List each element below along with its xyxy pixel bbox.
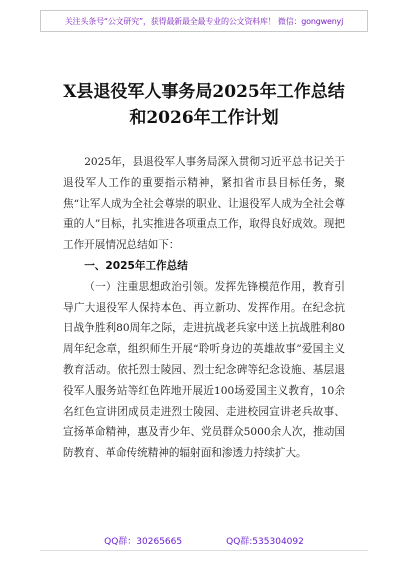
banner-text: 关注头条号“公文研究”，获得最新最全最专业的公文资料库！ 微信：gongwenyj (64, 16, 344, 26)
footer-divider (40, 550, 368, 551)
top-banner (40, 10, 368, 32)
document-body (63, 152, 345, 464)
title-line-1: X县退役军人事务局2025年工作总结 (63, 82, 345, 102)
section-paragraph: （一）注重思想政治引领。发挥先锋模范作用，教育引导广大退役军人保持本色、再立新功、发挥作用。在纪念抗日战争胜利80周年之际，走进抗战老兵家中送上抗战胜利80周年纪念章，组织师生开展“聆听身边的英雄故事”爱国主义教育活动。依托烈士陵园、烈士纪念碑等纪念设施、基层退役军人服务站等红色阵地开展近100场爱国主义教育，10余名红色宣讲团成员走进烈士陵园、走进校园宣讲老兵故事、宣扬革命精神，惠及青少年、党员群众5000余人次，推动国防教育、革命传统精神的辐射面和渗透力持续扩大。 (63, 280, 345, 460)
document-title (40, 79, 368, 131)
footer-qq-group-1: QQ群：30265665 (104, 537, 183, 547)
footer-qq-group-2: QQ群:535304092 (226, 537, 304, 547)
intro-paragraph: 2025年，县退役军人事务局深入贯彻习近平总书记关于退役军人工作的重要指示精神，紧扣省市县目标任务，聚焦“让军人成为全社会尊崇的职业、让退役军人成为全社会尊重的人”目标，扎实推进各项重点工作，取得良好成效。现把工作开展情况总结如下： (63, 156, 345, 252)
footer (40, 534, 368, 550)
section-heading: 一、2025年工作总结 (84, 259, 188, 272)
title-line-2: 和2026年工作计划 (129, 108, 279, 128)
